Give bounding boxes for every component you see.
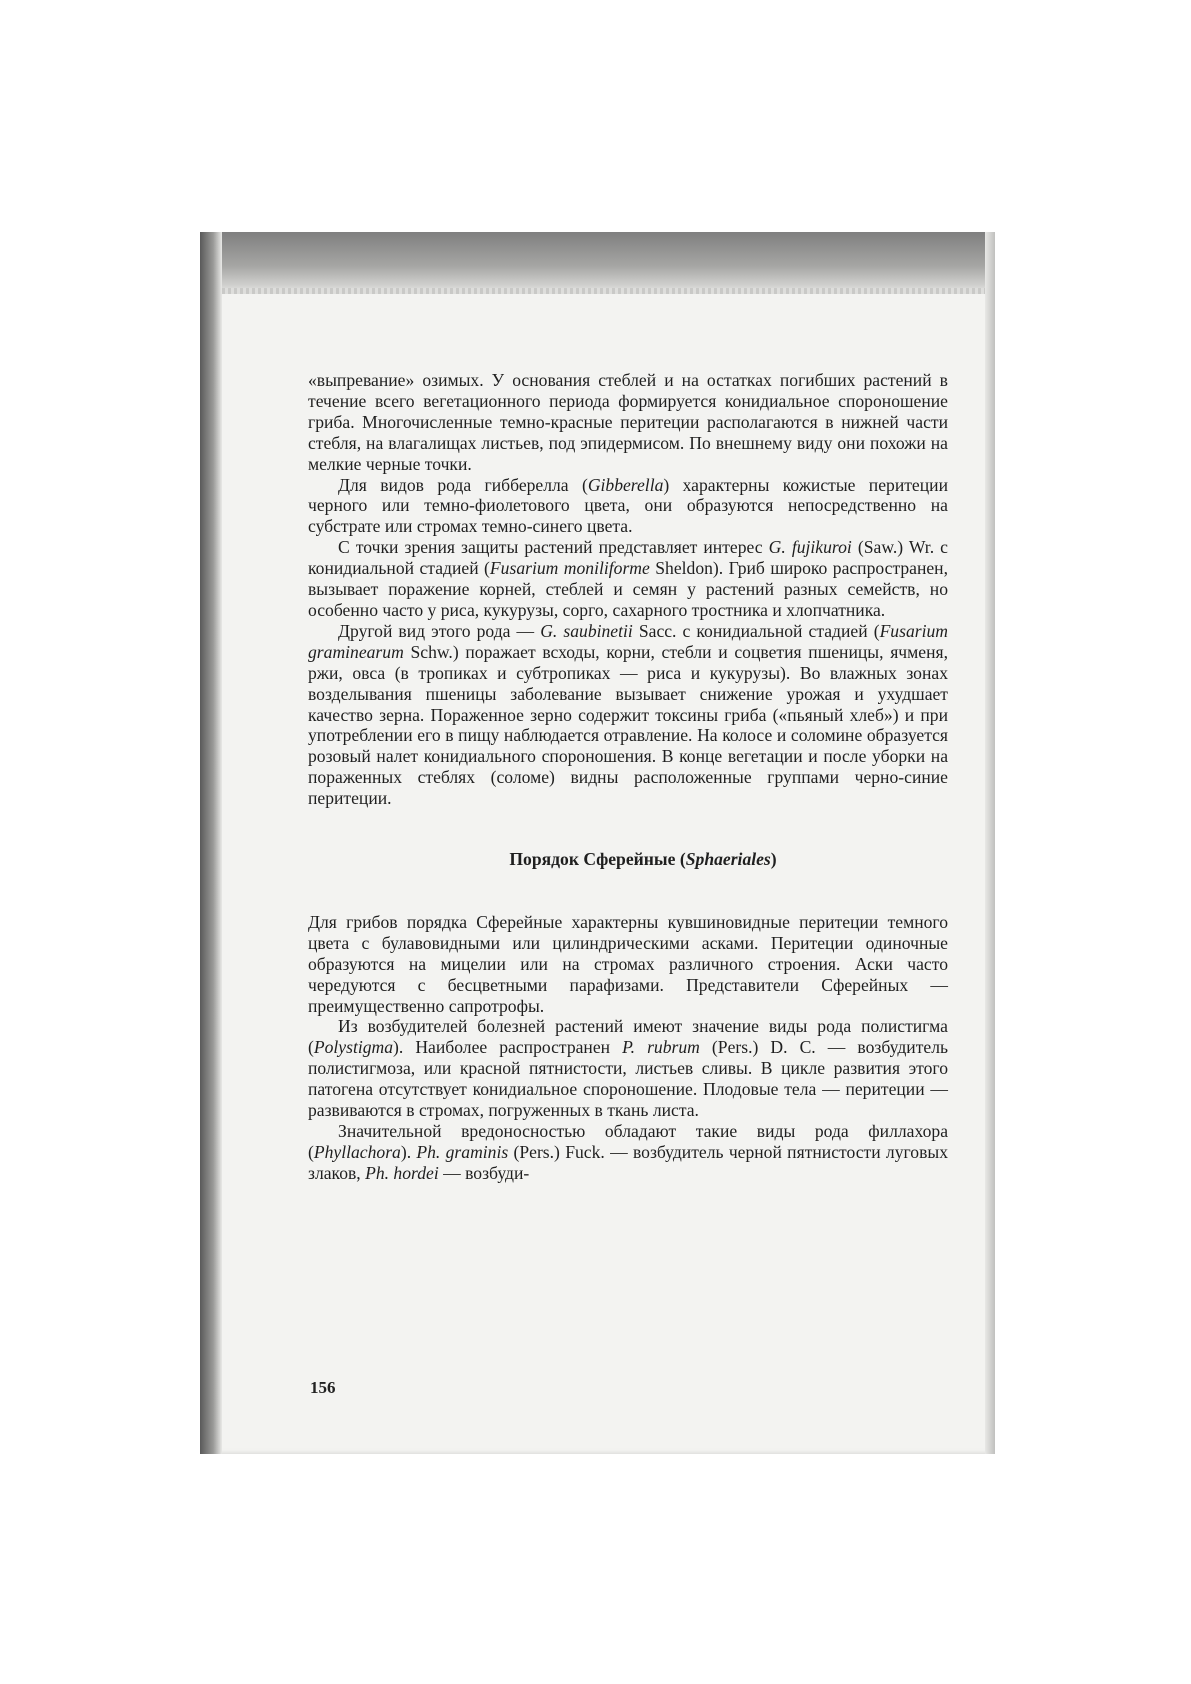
paragraph <box>308 912 948 1017</box>
text-run: ). Наиболее распространен <box>393 1037 623 1058</box>
text-run: — возбуди- <box>438 1162 530 1183</box>
text-run: Для видов рода гибберелла ( <box>338 474 588 495</box>
latin-name: Polystigma <box>313 1037 394 1058</box>
paragraph <box>308 1016 948 1121</box>
heading-latin-name: Sphaeriales <box>685 849 771 870</box>
heading-prefix: Порядок Сферейные ( <box>509 849 686 870</box>
latin-name: Ph. graminis <box>416 1141 509 1162</box>
latin-name: P. rubrum <box>622 1037 700 1058</box>
text-run: С точки зрения защиты растений представляет интерес <box>338 537 769 558</box>
latin-name: G. fujikuroi <box>768 537 852 558</box>
latin-name: Fusarium moniliforme <box>489 558 650 579</box>
text-run: Для грибов порядка Сферейные характерны кувшиновидные перитеции темного цвета с булавовидными или цилиндрическими асками. Перитеции одиночные образуются на мицелии или на стромах различного строения. Аски часто чередуются с бесцветными парафизами. Представители Сферейных — преимущественно сапротрофы. <box>308 911 948 1016</box>
paragraph <box>308 537 948 621</box>
latin-name: Phyllachora <box>313 1141 401 1162</box>
page-body <box>308 370 948 1184</box>
paragraph <box>308 621 948 809</box>
paragraph <box>308 370 948 475</box>
text-run: Значительной вредоносностью обладают такие виды рода филлахора ( <box>308 1121 948 1162</box>
heading-suffix: ) <box>770 849 777 870</box>
text-run: (Pers.) D. C. — возбудитель полистигмоза, или красной пятнистости, листьев сливы. В цикле развития этого патогена отсутствует конидиальное спороношение. Плодовые тела — перитеции — развиваются в стромах, погруженных в ткань листа. <box>308 1037 948 1121</box>
latin-name: Fusarium graminearum <box>308 620 948 662</box>
text-run: «выпревание» озимых. У основания стеблей и на остатках погибших растений в течение всего вегетационного периода формируется конидиальное спороношение гриба. Многочисленные темно-красные перитеции располагаются в нижней части стебля, на влагалищах листьев, под эпидермисом. По внешнему виду они похожи на мелкие черные точки. <box>308 370 948 474</box>
paragraph <box>308 475 948 538</box>
text-run: (Pers.) Fuck. — возбудитель черной пятнистости луговых злаков, <box>308 1141 948 1183</box>
text-run: (Saw.) Wr. с конидиальной стадией ( <box>308 537 948 579</box>
text-run: Schw.) поражает всходы, корни, стебли и соцветия пшеницы, ячменя, ржи, овса (в тропиках и субтропиках — риса и кукурузы). Во влажных зонах возделывания пшеницы заболевание вызывает снижение урожая и ухудшает качество зерна. Пораженное зерно содержит токсины гриба («пьяный хлеб») и при употреблении его в пищу наблюдается отравление. На колосе и соломине образуется розовый налет конидиального спороношения. В конце вегетации и после уборки на пораженных стеблях (соломе) видны расположенные группами черно-синие перитеции. <box>308 641 948 809</box>
latin-name: Ph. hordei <box>365 1162 439 1183</box>
text-block-bottom <box>308 912 948 1184</box>
page-number: 156 <box>310 1378 336 1397</box>
text-block-top <box>308 370 948 809</box>
text-run: Sheldon). Гриб широко распространен, вызывает поражение корней, стеблей и семян у растений разных семейств, но особенно часто у риса, кукурузы, сорго, сахарного тростника и хлопчатника. <box>308 558 948 620</box>
text-run: Другой вид этого рода — <box>338 620 541 641</box>
page-right-edge <box>985 232 995 1454</box>
latin-name: Gibberella <box>587 474 664 495</box>
text-run: Из возбудителей болезней растений имеют значение виды рода полистигма ( <box>308 1016 948 1058</box>
text-run: ). <box>400 1141 417 1162</box>
section-heading <box>308 849 948 870</box>
page-binding-shadow <box>200 232 222 1454</box>
page-top-shadow <box>222 232 995 294</box>
latin-name: G. saubinetii <box>540 620 633 641</box>
paragraph <box>308 1121 948 1184</box>
text-run: Sacc. с конидиальной стадией ( <box>632 620 880 641</box>
text-run: ) характерны кожистые перитеции черного или темно-фиолетового цвета, они образуются непосредственно на субстрате или стромах темно-синего цвета. <box>308 474 948 537</box>
